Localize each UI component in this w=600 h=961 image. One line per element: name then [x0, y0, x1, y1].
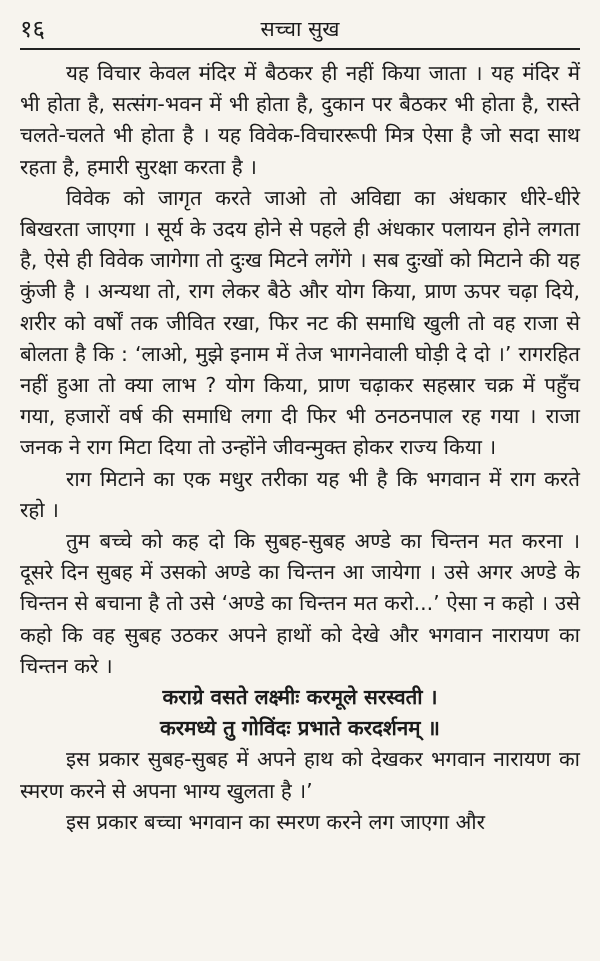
paragraph-4: तुम बच्चे को कह दो कि सुबह-सुबह अण्डे का चिन्तन मत करना । दूसरे दिन सुबह में उसको अण्डे का चिन्तन आ जायेगा । उसे अगर अण्डे के चिन्तन से बचाना है तो उसे ‘अण्डे का चिन्तन मत करो...’ ऐसा न कहो । उसे कहो कि वह सुबह उठकर अपने हाथों को देखे और भगवान नारायण का चिन्तन करे ।	[20, 529, 580, 678]
page-number: १६	[20, 15, 45, 43]
verse-line-2: करमध्ये तु गोविंदः प्रभाते करदर्शनम् ॥	[160, 716, 440, 741]
page-header	[20, 14, 580, 52]
paragraph-after-verse: इस प्रकार सुबह-सुबह में अपने हाथ को देखकर भगवान नारायण का स्मरण करने से अपना भाग्य खुलता है ।’	[20, 747, 580, 803]
paragraph-2: विवेक को जागृत करते जाओ तो अविद्या का अंधकार धीरे-धीरे बिखरता जाएगा । सूर्य के उदय होने से पहले ही अंधकार पलायन होने लगता है, ऐसे ही विवेक जागेगा तो दुःख मिटने लगेंगे । सब दुःखों को मिटाने की यह कुंजी है । अन्यथा तो, राग लेकर बैठे और योग किया, प्राण ऊपर चढ़ा दिये, शरीर को वर्षों तक जीवित रखा, फिर नट की समाधि खुली तो वह राजा से बोलता है कि : ‘लाओ, मुझे इनाम में तेज भागनेवाली घोड़ी दे दो ।’ रागरहित नहीं हुआ तो क्या लाभ ? योग किया, प्राण चढ़ाकर सहस्रार चक्र में पहुँच गया, हजारों वर्ष की समाधि लगा दी फिर भी ठनठनपाल रह गया । राजा जनक ने राग मिटा दिया तो उन्होंने जीवन्मुक्त होकर राज्य किया ।	[20, 185, 580, 460]
page-body	[20, 58, 580, 838]
header-divider	[20, 48, 580, 50]
verse-line-1: कराग्रे वसते लक्ष्मीः करमूले सरस्वती ।	[162, 685, 438, 710]
paragraph-1: यह विचार केवल मंदिर में बैठकर ही नहीं किया जाता । यह मंदिर में भी होता है, सत्संग-भवन में भी होता है, दुकान पर बैठकर भी होता है, रास्ते चलते-चलते भी होता है । यह विवेक-विचाररूपी मित्र ऐसा है जो सदा साथ रहता है, हमारी सुरक्षा करता है ।	[20, 61, 580, 179]
running-title: सच्चा सुख	[260, 17, 340, 41]
paragraph-last: इस प्रकार बच्चा भगवान का स्मरण करने लग जाएगा और	[66, 809, 485, 834]
paragraph-3: राग मिटाने का एक मधुर तरीका यह भी है कि भगवान में राग करते रहो ।	[20, 466, 580, 522]
